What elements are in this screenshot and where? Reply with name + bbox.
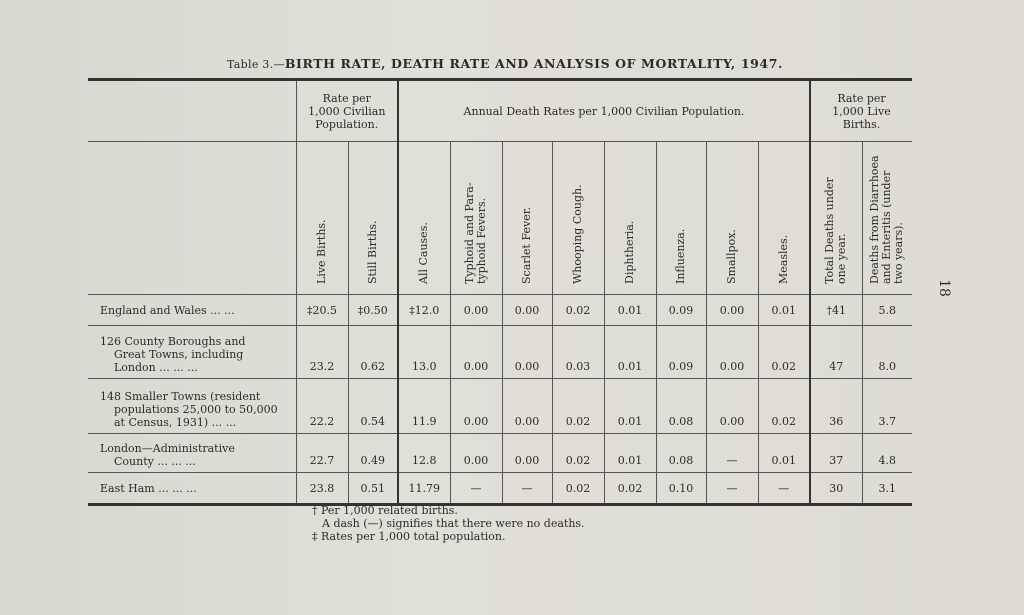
row-label (88, 434, 296, 473)
table-cell: 23.2 (296, 326, 348, 379)
col-typhoid-label-2: typhoid Fevers. (475, 197, 488, 284)
header-corner (88, 80, 296, 142)
table-cell: 11.79 (398, 473, 450, 505)
col-influenza-label: Influenza. (674, 228, 687, 284)
table-cell: 12.8 (398, 434, 450, 473)
col-diarrhoea-label-1: Deaths from Diarrhoea (868, 155, 882, 284)
col-diphtheria (604, 142, 656, 295)
col-still-births (348, 142, 398, 295)
table-cell: 0.02 (604, 473, 656, 505)
row-label-line: 148 Smaller Towns (resident (100, 390, 261, 403)
col-diarrhoea-label-3: two years). (892, 222, 906, 284)
table-cell: 0.00 (706, 295, 758, 326)
table-cell: 0.00 (450, 326, 502, 379)
table-cell: 0.49 (348, 434, 398, 473)
table-cell: 0.08 (656, 434, 706, 473)
col-live-births-label: Live Births. (315, 219, 328, 284)
footnote-dagger: † Per 1,000 related births. (312, 504, 458, 517)
col-scarlet-fever-label: Scarlet Fever. (520, 206, 533, 284)
table-row (88, 379, 912, 434)
col-diarrhoea-label-2: and Enteritis (under (880, 170, 894, 284)
table-cell: 0.00 (502, 434, 552, 473)
table-cell: 0.01 (758, 434, 810, 473)
table-cell: 11.9 (398, 379, 450, 434)
row-label (88, 295, 296, 326)
col-live-births (296, 142, 348, 295)
row-label-line: County ... ... ... (114, 455, 196, 468)
table-cell: 30 (810, 473, 862, 505)
row-label-line: East Ham ... ... ... (100, 481, 197, 495)
group-rate-population (296, 80, 398, 142)
col-all-causes-label: All Causes. (417, 222, 431, 284)
table-cell: 0.00 (450, 379, 502, 434)
table-cell: 47 (810, 326, 862, 379)
table-cell: 0.01 (604, 434, 656, 473)
table-cell: 0.02 (552, 379, 604, 434)
col-smallpox (706, 142, 758, 295)
table-cell: 0.01 (604, 326, 656, 379)
table-cell: 0.02 (758, 326, 810, 379)
table-cell: ‡12.0 (398, 295, 450, 326)
table-cell: 5.8 (862, 295, 912, 326)
table-cell: — (502, 473, 552, 505)
group-rate-births-line3: Births. (842, 117, 881, 131)
table-cell: 0.01 (604, 379, 656, 434)
table-row (88, 326, 912, 379)
group-rate-population-line3: Population. (315, 117, 379, 131)
footnote-double-dagger: ‡ Rates per 1,000 total population. (312, 530, 506, 543)
col-deaths-under-one-label-2: one year. (835, 233, 849, 284)
col-smallpox-label: Smallpox. (725, 229, 738, 284)
col-influenza (656, 142, 706, 295)
table-cell: ‡20.5 (296, 295, 348, 326)
col-whooping-cough (552, 142, 604, 295)
group-rate-births (810, 80, 912, 142)
table-cell: 13.0 (398, 326, 450, 379)
table-cell: 8.0 (862, 326, 912, 379)
row-label-line: London—Administrative (100, 442, 235, 455)
group-rate-population-line2: 1,000 Civilian (308, 104, 386, 118)
row-label-line: 126 County Boroughs and (100, 335, 246, 348)
group-rate-births-line2: 1,000 Live (832, 104, 891, 118)
table-cell: 0.02 (552, 434, 604, 473)
col-typhoid-label-1: Typhoid and Para- (463, 182, 476, 284)
col-typhoid (450, 142, 502, 295)
table-cell: 0.02 (552, 473, 604, 505)
table-cell: 0.03 (552, 326, 604, 379)
footnote-dash: A dash (—) signifies that there were no deaths. (322, 517, 585, 530)
row-label (88, 326, 296, 379)
table-cell: 3.1 (862, 473, 912, 505)
row-label-line: Great Towns, including (114, 348, 244, 361)
table-cell: 0.00 (502, 379, 552, 434)
table-cell: 0.54 (348, 379, 398, 434)
col-measles (758, 142, 810, 295)
table-cell: 36 (810, 379, 862, 434)
col-measles-label: Measles. (776, 234, 790, 284)
table-cell: 37 (810, 434, 862, 473)
table-cell: †41 (810, 295, 862, 326)
header-corner-lower (88, 142, 296, 295)
table-cell: 0.00 (450, 434, 502, 473)
table-cell: 0.08 (656, 379, 706, 434)
table-title-text: BIRTH RATE, DEATH RATE AND ANALYSIS OF MORTALITY, 1947. (284, 56, 783, 71)
table-cell: 22.7 (296, 434, 348, 473)
table-cell: 0.01 (604, 295, 656, 326)
row-label-line: England and Wales ... ... (100, 303, 235, 317)
table-cell: 0.00 (502, 295, 552, 326)
row-label-line: populations 25,000 to 50,000 (114, 403, 278, 416)
table-cell: 0.00 (450, 295, 502, 326)
table-cell: 0.00 (502, 326, 552, 379)
table-cell: 0.09 (656, 295, 706, 326)
footnotes (312, 504, 585, 543)
table-cell: 0.00 (706, 326, 758, 379)
col-deaths-under-one-label-1: Total Deaths under (823, 177, 837, 284)
table-cell: 23.8 (296, 473, 348, 505)
table-cell: — (706, 434, 758, 473)
table-cell: 0.02 (552, 295, 604, 326)
table-cell: 0.02 (758, 379, 810, 434)
table-cell: — (706, 473, 758, 505)
table-cell: 0.51 (348, 473, 398, 505)
table-row (88, 473, 912, 505)
table-cell: 0.10 (656, 473, 706, 505)
col-still-births-label: Still Births. (365, 220, 379, 284)
group-annual-death-rates (398, 80, 810, 142)
col-diphtheria-label: Diphtheria. (623, 220, 636, 284)
group-annual-death-rates-label: Annual Death Rates per 1,000 Civilian Population. (463, 104, 745, 118)
col-diarrhoea (862, 142, 912, 295)
table-cell: 0.09 (656, 326, 706, 379)
col-deaths-under-one (810, 142, 862, 295)
table-cell: 0.01 (758, 295, 810, 326)
group-rate-population-line1: Rate per (322, 91, 371, 105)
table-number: Table 3.— (227, 58, 285, 71)
row-label-line: London ... ... ... (114, 361, 198, 374)
row-label (88, 379, 296, 434)
table-title (0, 56, 1010, 71)
row-label (88, 473, 296, 505)
table-row (88, 295, 912, 326)
table-cell: ‡0.50 (348, 295, 398, 326)
group-rate-births-line1: Rate per (837, 91, 886, 105)
table-cell: — (758, 473, 810, 505)
col-scarlet-fever (502, 142, 552, 295)
row-label-line: at Census, 1931) ... ... (114, 416, 237, 429)
table-cell: — (450, 473, 502, 505)
table-cell: 0.62 (348, 326, 398, 379)
page-number: 18 (935, 279, 952, 297)
col-all-causes (398, 142, 450, 295)
table-cell: 22.2 (296, 379, 348, 434)
mortality-table (88, 78, 912, 506)
table-cell: 0.00 (706, 379, 758, 434)
table-row (88, 434, 912, 473)
col-whooping-cough-label: Whooping Cough. (571, 184, 584, 284)
table-cell: 3.7 (862, 379, 912, 434)
table-cell: 4.8 (862, 434, 912, 473)
